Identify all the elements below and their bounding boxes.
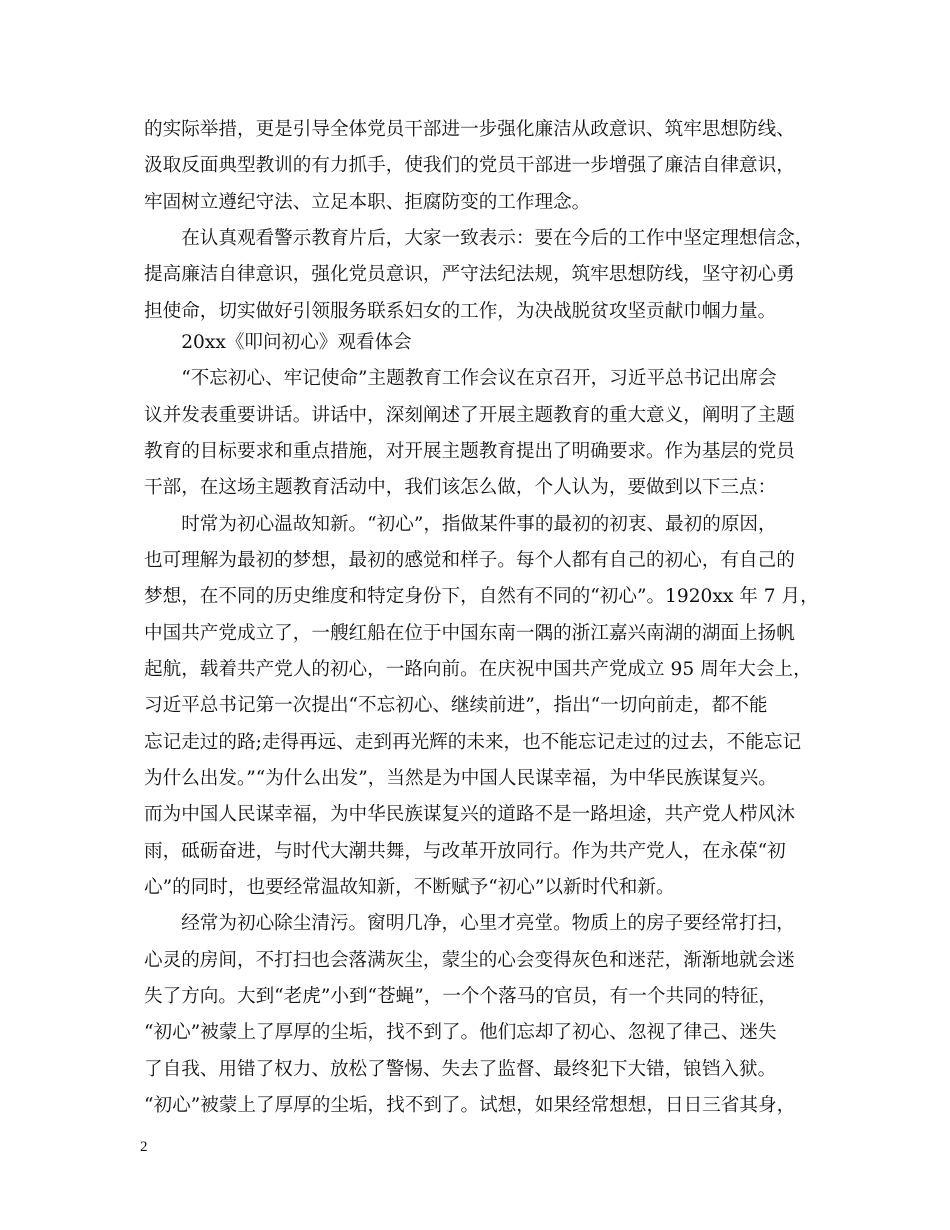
text-line: 在认真观看警示教育片后，大家一致表示：要在今后的工作中坚定理想信念，	[144, 228, 814, 249]
text-line: 担使命，切实做好引领服务联系妇女的工作，为决战脱贫攻坚贡献巾帼力量。	[144, 301, 777, 322]
text-line: 汲取反面典型教训的有力抓手，使我们的党员干部进一步增强了廉洁自律意识，	[144, 155, 795, 176]
text-line: 心”的同时，也要经常温故知新，不断赋予“初心”以新时代和新。	[144, 877, 675, 898]
text-line: “初心”被蒙上了厚厚的尘垢，找不到了。他们忘却了初心、忽视了律己、迷失	[144, 1022, 777, 1043]
text-line: 为什么出发。”“为什么出发”，当然是为中国人民谋幸福，为中华民族谋复兴。	[144, 768, 777, 789]
text-line: 忘记走过的路;走得再远、走到再光辉的未来，也不能忘记走过的过去，不能忘记	[144, 732, 802, 753]
text-line: 牢固树立遵纪守法、立足本职、拒腐防变的工作理念。	[144, 192, 591, 213]
text-line: 教育的目标要求和重点措施，对开展主题教育提出了明确要求。作为基层的党员	[144, 441, 795, 462]
text-line: 提高廉洁自律意识，强化党员意识，严守法纪法规，筑牢思想防线，坚守初心勇	[144, 264, 795, 285]
text-line: 的实际举措，更是引导全体党员干部进一步强化廉洁从政意识、筑牢思想防线、	[144, 119, 795, 140]
page-number: 2	[140, 1139, 148, 1155]
text-line: 了自我、用错了权力、放松了警惕、失去了监督、最终犯下大错，锒铛入狱。	[144, 1059, 777, 1080]
text-line: 时常为初心温故知新。“初心”，指做某件事的最初的初衷、最初的原因，	[144, 514, 777, 535]
text-line: 中国共产党成立了，一艘红船在位于中国东南一隅的浙江嘉兴南湖的湖面上扬帆	[144, 623, 795, 644]
text-line: 习近平总书记第一次提出“不忘初心、继续前进”，指出“一切向前走，都不能	[144, 695, 768, 716]
text-line: “初心”被蒙上了厚厚的尘垢，找不到了。试想，如果经常想想，日日三省其身，	[144, 1095, 796, 1116]
text-line: “不忘初心、牢记使命”主题教育工作会议在京召开，习近平总书记出席会	[144, 368, 777, 389]
text-line: 议并发表重要讲话。讲话中，深刻阐述了开展主题教育的重大意义，阐明了主题	[144, 405, 795, 426]
text-line: 雨，砥砺奋进，与时代大潮共舞，与改革开放同行。作为共产党人，在永葆“初	[144, 841, 786, 862]
text-line: 干部，在这场主题教育活动中，我们该怎么做，个人认为，要做到以下三点：	[144, 477, 777, 498]
text-line: 而为中国人民谋幸福，为中华民族谋复兴的道路不是一路坦途，共产党人栉风沐	[144, 804, 795, 825]
text-line: 起航，载着共产党人的初心，一路向前。在庆祝中国共产党成立 95 周年大会上，	[144, 659, 812, 680]
text-line: 失了方向。大到“老虎”小到“苍蝇”，一个个落马的官员，有一个共同的特征，	[144, 986, 778, 1007]
text-line: 梦想，在不同的历史维度和特定身份下，自然有不同的“初心”。1920xx 年 7 月，	[144, 586, 819, 607]
section-heading: 20xx《叩问初心》观看体会	[144, 332, 412, 353]
text-line: 心灵的房间，不打扫也会落满灰尘，蒙尘的心会变得灰色和迷茫，渐渐地就会迷	[144, 950, 795, 971]
text-line: 也可理解为最初的梦想，最初的感觉和样子。每个人都有自己的初心，有自己的	[144, 550, 795, 571]
text-line: 经常为初心除尘清污。窗明几净，心里才亮堂。物质上的房子要经常打扫，	[144, 913, 795, 934]
